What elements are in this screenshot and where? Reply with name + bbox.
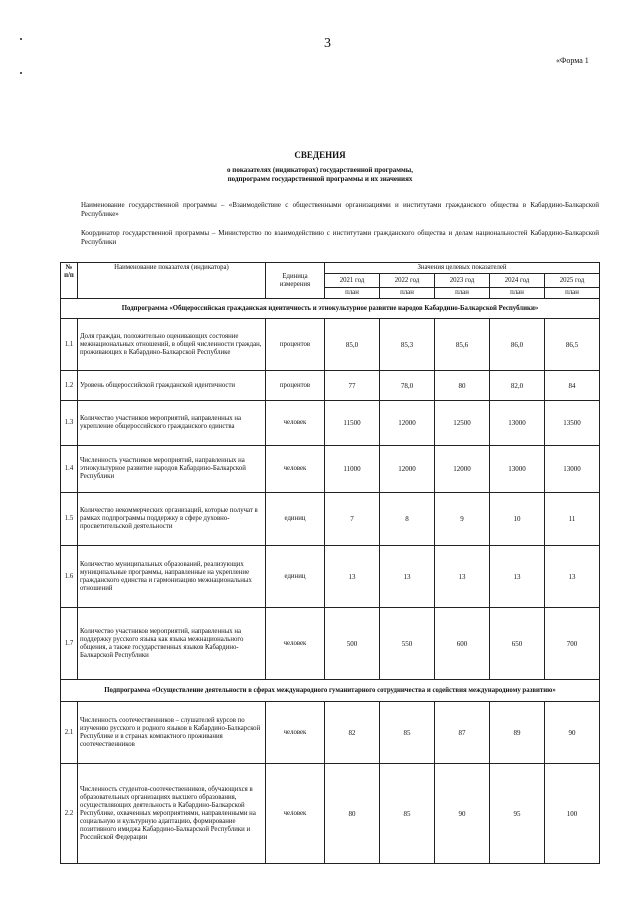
row-number: 1.5 <box>61 493 78 546</box>
table-row <box>61 446 600 493</box>
row-value: 82 <box>325 702 380 764</box>
header-plan: план <box>380 288 435 299</box>
row-unit: единиц <box>266 546 325 608</box>
row-value: 85,0 <box>325 319 380 371</box>
row-value: 13 <box>490 546 545 608</box>
header-number: № п/п <box>61 263 78 299</box>
row-value: 85 <box>380 764 435 864</box>
row-value: 13000 <box>490 446 545 493</box>
header-year: 2022 год <box>380 274 435 288</box>
indicators-table <box>60 262 600 864</box>
header-year: 2021 год <box>325 274 380 288</box>
row-value: 600 <box>435 608 490 680</box>
row-value: 77 <box>325 371 380 401</box>
row-unit: человек <box>266 401 325 446</box>
row-unit: человек <box>266 764 325 864</box>
row-number: 1.7 <box>61 608 78 680</box>
program-coordinator: Координатор государственной программы – Министерство по взаимодействию с институтами гражданского общества и делам национальностей Кабардино-Балкарской Республики <box>81 229 599 246</box>
header-year: 2025 год <box>545 274 600 288</box>
row-value: 11000 <box>325 446 380 493</box>
row-value: 13 <box>380 546 435 608</box>
row-value: 90 <box>545 702 600 764</box>
row-value: 78,0 <box>380 371 435 401</box>
subprogram-title: Подпрограмма «Общероссийская гражданская идентичность и этнокультурное развитие народов Кабардино-Балкарской Республики» <box>61 299 600 319</box>
row-value: 13500 <box>545 401 600 446</box>
subtitle-line: подпрограмм государственной программы и их значениях <box>227 175 413 183</box>
header-year: 2024 год <box>490 274 545 288</box>
row-value: 8 <box>380 493 435 546</box>
row-unit: процентов <box>266 371 325 401</box>
row-number: 1.3 <box>61 401 78 446</box>
row-unit: человек <box>266 608 325 680</box>
row-value: 550 <box>380 608 435 680</box>
row-value: 13000 <box>545 446 600 493</box>
row-number: 2.2 <box>61 764 78 864</box>
row-value: 500 <box>325 608 380 680</box>
row-indicator-name: Уровень общероссийской гражданской идентичности <box>78 371 266 401</box>
row-value: 85,3 <box>380 319 435 371</box>
row-number: 1.2 <box>61 371 78 401</box>
header-indicator-name: Наименование показателя (индикатора) <box>78 263 266 299</box>
row-value: 7 <box>325 493 380 546</box>
header-plan: план <box>545 288 600 299</box>
row-value: 9 <box>435 493 490 546</box>
row-value: 90 <box>435 764 490 864</box>
table-row <box>61 546 600 608</box>
row-indicator-name: Количество участников мероприятий, направленных на поддержку русского языка как языка межнационального общения, а также государственных языков Кабардино-Балкарской Республики <box>78 608 266 680</box>
row-unit: процентов <box>266 319 325 371</box>
row-value: 84 <box>545 371 600 401</box>
header-plan: план <box>325 288 380 299</box>
row-number: 1.4 <box>61 446 78 493</box>
table-row <box>61 702 600 764</box>
subtitle-line: о показателях (индикаторах) государственной программы, <box>227 166 413 174</box>
row-value: 85 <box>380 702 435 764</box>
row-value: 86,5 <box>545 319 600 371</box>
row-value: 100 <box>545 764 600 864</box>
row-value: 10 <box>490 493 545 546</box>
header-year: 2023 год <box>435 274 490 288</box>
row-value: 13000 <box>490 401 545 446</box>
row-indicator-name: Численность соотечественников – слушателей курсов по изучению русского и родного языков в Кабардино-Балкарской Республике и в странах компактного проживания соотечественников <box>78 702 266 764</box>
header-unit: Единица измерения <box>266 263 325 299</box>
row-value: 82,0 <box>490 371 545 401</box>
row-number: 2.1 <box>61 702 78 764</box>
row-value: 650 <box>490 608 545 680</box>
row-value: 12000 <box>380 401 435 446</box>
row-unit: человек <box>266 446 325 493</box>
row-value: 12000 <box>435 446 490 493</box>
row-value: 12500 <box>435 401 490 446</box>
row-indicator-name: Количество муниципальных образований, реализующих муниципальные программы, направленные на укрепление гражданского единства и гармонизацию межнациональных отношений <box>78 546 266 608</box>
row-value: 13 <box>435 546 490 608</box>
header-plan: план <box>435 288 490 299</box>
subprogram-title: Подпрограмма «Осуществление деятельности в сферах международного гуманитарного сотрудничества и содействия международному развитию» <box>61 680 600 702</box>
row-value: 89 <box>490 702 545 764</box>
document-title: СВЕДЕНИЯ <box>294 150 346 160</box>
row-number: 1.6 <box>61 546 78 608</box>
page-number: 3 <box>324 36 331 51</box>
form-label: «Форма 1 <box>556 56 589 65</box>
row-number: 1.1 <box>61 319 78 371</box>
row-indicator-name: Численность участников мероприятий, направленных на этнокультурное развитие народов Кабардино-Балкарской Республики <box>78 446 266 493</box>
program-name: Наименование государственной программы – «Взаимодействие с общественными организациями и институтами гражданского общества в Кабардино-Балкарской Республике» <box>81 201 599 218</box>
table-row <box>61 608 600 680</box>
row-value: 13 <box>545 546 600 608</box>
scan-mark <box>20 38 22 40</box>
row-value: 80 <box>325 764 380 864</box>
row-value: 95 <box>490 764 545 864</box>
row-value: 85,6 <box>435 319 490 371</box>
row-indicator-name: Количество некоммерческих организаций, которые получат в рамках подпрограммы поддержку в сфере духовно-просветительской деятельности <box>78 493 266 546</box>
table-row <box>61 493 600 546</box>
row-value: 87 <box>435 702 490 764</box>
row-value: 11500 <box>325 401 380 446</box>
row-unit: человек <box>266 702 325 764</box>
table-row <box>61 401 600 446</box>
header-plan: план <box>490 288 545 299</box>
scan-mark <box>20 72 22 74</box>
row-value: 12000 <box>380 446 435 493</box>
table-row <box>61 371 600 401</box>
header-values-title: Значения целевых показателей <box>325 263 600 274</box>
row-indicator-name: Количество участников мероприятий, направленных на укрепление общероссийского гражданского единства <box>78 401 266 446</box>
row-value: 80 <box>435 371 490 401</box>
document-subtitle <box>0 166 640 184</box>
row-value: 13 <box>325 546 380 608</box>
row-value: 700 <box>545 608 600 680</box>
row-indicator-name: Доля граждан, положительно оценивающих состояние межнациональных отношений, в общей численности граждан, проживающих в Кабардино-Балкарской Республике <box>78 319 266 371</box>
table-row <box>61 764 600 864</box>
table-row <box>61 319 600 371</box>
row-indicator-name: Численность студентов-соотечественников, обучающихся в образовательных организациях высшего образования, осуществляющих деятельность в Кабардино-Балкарской Республике, охваченных мероприятиями, направленными на социальную и культурную адаптацию, формирование позитивного имиджа Кабардино-Балкарской Республики и Российской Федерации <box>78 764 266 864</box>
row-unit: единиц <box>266 493 325 546</box>
row-value: 11 <box>545 493 600 546</box>
row-value: 86,0 <box>490 319 545 371</box>
